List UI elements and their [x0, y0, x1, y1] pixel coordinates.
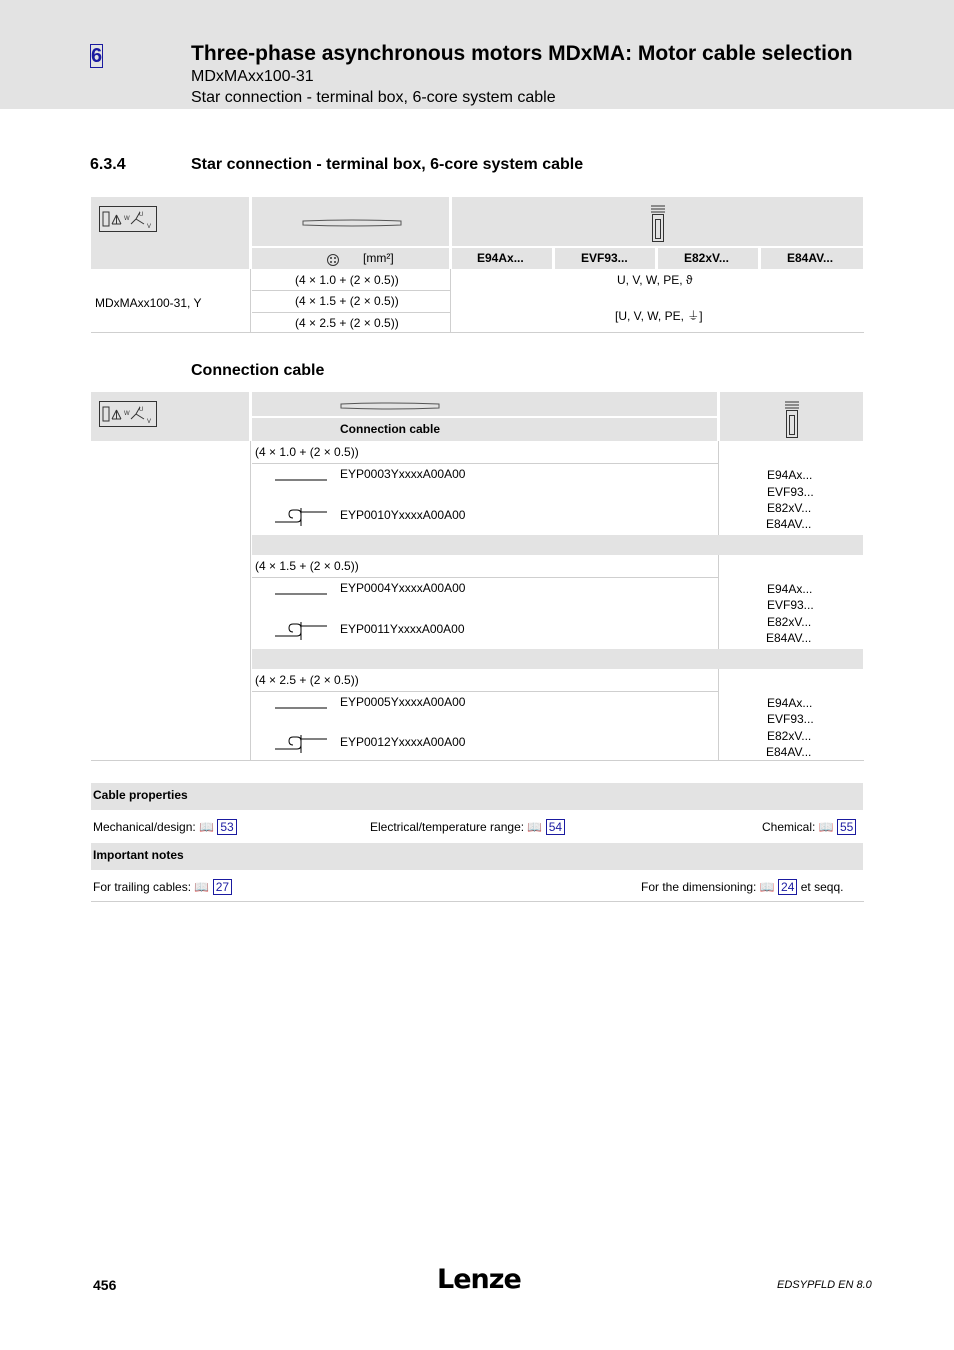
controller-e94: E94Ax... [767, 582, 813, 596]
mechanical-label: Mechanical/design: [93, 820, 196, 834]
part-number-connector[interactable]: EYP0011YxxxxA00A00 [340, 622, 465, 636]
controller-e84: E84AV... [766, 631, 812, 645]
dimensioning-page-link[interactable]: 24 [778, 879, 797, 895]
important-notes-heading: Important notes [93, 848, 184, 862]
controller-col-e94: E94Ax... [477, 251, 524, 265]
page-title: Three-phase asynchronous motors MDxMA: Motor cable selection [191, 42, 853, 65]
svg-text:W: W [124, 411, 130, 417]
section-title: Star connection - terminal box, 6-core system cable [191, 156, 584, 173]
controller-e94: E94Ax... [767, 696, 813, 710]
straight-cable-icon [275, 474, 329, 484]
trailing-page-link[interactable]: 27 [213, 879, 232, 895]
cable-properties-heading: Cable properties [93, 788, 188, 802]
controller-col-e82: E82xV... [684, 251, 729, 265]
cable-icon [302, 218, 402, 228]
cable-group-section: (4 × 1.0 + (2 × 0.5)) [255, 445, 359, 459]
connector-cable-icon [275, 618, 329, 642]
controller-e84: E84AV... [766, 517, 812, 531]
cable-icon [340, 402, 440, 410]
svg-text:U: U [139, 407, 144, 413]
terminals-1: U, V, W, PE, ϑ [617, 273, 693, 287]
part-number-straight[interactable]: EYP0003YxxxxA00A00 [340, 467, 466, 481]
straight-cable-icon [275, 702, 329, 712]
part-number-straight[interactable]: EYP0004YxxxxA00A00 [340, 581, 466, 595]
lenze-logo: Lenze [437, 1264, 521, 1295]
connector-cable-icon [275, 731, 329, 755]
connector-cable-icon [275, 504, 329, 528]
page-subtitle-connection: Star connection - terminal box, 6-core system cable [191, 89, 556, 106]
part-number-connector[interactable]: EYP0012YxxxxA00A00 [340, 735, 466, 749]
controller-e94: E94Ax... [767, 468, 813, 482]
controller-icon [650, 204, 666, 242]
motor-terminal-icon [99, 401, 157, 427]
chapter-number[interactable]: 6 [91, 45, 103, 67]
section-number: 6.3.4 [90, 156, 126, 173]
svg-text:U: U [139, 212, 144, 218]
motor-terminal-icon [99, 206, 157, 232]
motor-type: MDxMAxx100-31, Y [95, 296, 202, 310]
controller-icon [784, 400, 800, 438]
book-icon: 📖 [818, 820, 834, 834]
controller-e84: E84AV... [766, 745, 812, 759]
cross-section-2: (4 × 1.5 + (2 × 0.5)) [295, 294, 399, 308]
controller-col-e84: E84AV... [787, 251, 834, 265]
trailing-label: For trailing cables: [93, 880, 192, 894]
dimensioning-suffix: et seqq. [800, 880, 844, 894]
part-number-connector[interactable]: EYP0010YxxxxA00A00 [340, 508, 466, 522]
part-number-straight[interactable]: EYP0005YxxxxA00A00 [340, 695, 466, 709]
cross-section-3: (4 × 2.5 + (2 × 0.5)) [295, 316, 399, 330]
controller-evf93: EVF93... [767, 712, 814, 726]
mm2-label: [mm²] [363, 251, 394, 265]
connection-cable-column-label: Connection cable [340, 422, 441, 436]
mechanical-page-link[interactable]: 53 [217, 819, 236, 835]
conductor-cross-section-icon [326, 253, 340, 267]
cable-group-section: (4 × 2.5 + (2 × 0.5)) [255, 673, 359, 687]
cable-group-section: (4 × 1.5 + (2 × 0.5)) [255, 559, 359, 573]
dimensioning-label: For the dimensioning: [641, 880, 757, 894]
controller-e82: E82xV... [767, 729, 812, 743]
controller-evf93: EVF93... [767, 598, 814, 612]
connection-cable-heading: Connection cable [191, 362, 325, 379]
controller-col-evf93: EVF93... [581, 251, 628, 265]
chemical-page-link[interactable]: 55 [837, 819, 856, 835]
book-icon: 📖 [527, 820, 543, 834]
mm2-header-cell [252, 248, 449, 269]
controller-e82: E82xV... [767, 501, 812, 515]
svg-text:V: V [147, 224, 152, 230]
book-icon: 📖 [199, 820, 215, 834]
electrical-page-link[interactable]: 54 [546, 819, 565, 835]
svg-text:W: W [124, 216, 130, 222]
page-number: 456 [93, 1277, 117, 1293]
svg-text:V: V [147, 419, 152, 425]
electrical-label: Electrical/temperature range: [370, 820, 525, 834]
group-separator [252, 535, 863, 555]
cross-section-1: (4 × 1.0 + (2 × 0.5)) [295, 273, 399, 287]
page-subtitle-motor: MDxMAxx100-31 [191, 68, 314, 85]
group-separator [252, 649, 863, 669]
document-id: EDSYPFLD EN 8.0 [777, 1279, 872, 1291]
controller-evf93: EVF93... [767, 485, 814, 499]
chemical-label: Chemical: [762, 820, 816, 834]
straight-cable-icon [275, 588, 329, 598]
controller-e82: E82xV... [767, 615, 812, 629]
book-icon: 📖 [759, 880, 775, 894]
terminals-2: [U, V, W, PE, ⏚] [615, 309, 703, 323]
book-icon: 📖 [194, 880, 210, 894]
